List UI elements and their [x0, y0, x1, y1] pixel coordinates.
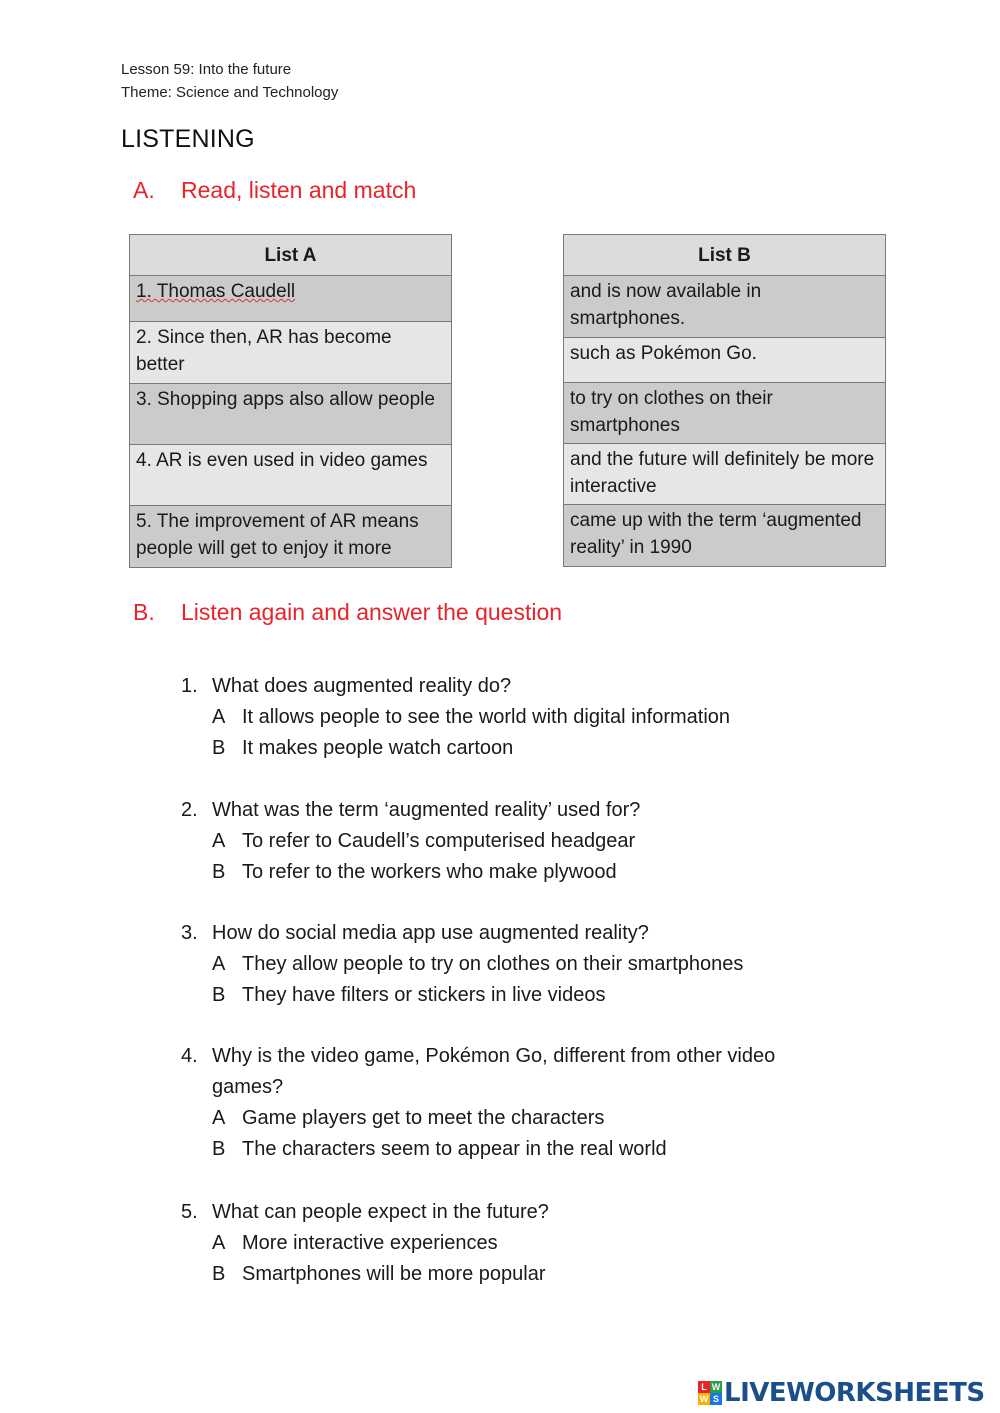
option-letter: B [212, 737, 226, 759]
list-a-item[interactable] [130, 276, 452, 322]
question-text: How do social media app use augmented reality? [212, 922, 649, 944]
option-letter: A [212, 1107, 226, 1129]
section-a-letter: A. [133, 177, 155, 203]
option-letter: A [212, 830, 226, 852]
option-letter: B [212, 861, 226, 883]
option-text: It allows people to see the world with digital information [242, 706, 731, 728]
question-1 [181, 671, 841, 764]
option-text: The characters seem to appear in the real world [242, 1138, 667, 1160]
option-letter: A [212, 706, 226, 728]
list-a-item[interactable]: 2. Since then, AR has become better [130, 322, 452, 384]
option-a[interactable] [212, 949, 841, 980]
list-a-item[interactable]: 3. Shopping apps also allow people [130, 384, 452, 445]
question-number: 2. [181, 799, 198, 821]
logo-mark-cell: W [711, 1382, 721, 1392]
question-4 [181, 1041, 841, 1165]
option-b[interactable] [212, 1134, 841, 1165]
question-text: What does augmented reality do? [212, 675, 512, 697]
section-b-letter: B. [133, 599, 155, 625]
list-b-item[interactable]: such as Pokémon Go. [564, 338, 886, 383]
option-text: It makes people watch cartoon [242, 737, 514, 759]
list-b-item[interactable]: came up with the term ‘augmented reality’ in 1990 [564, 505, 886, 567]
list-b-item[interactable]: and the future will definitely be more interactive [564, 444, 886, 505]
logo-mark-cell: L [698, 1381, 710, 1393]
lesson-theme: Theme: Science and Technology [121, 84, 339, 101]
option-text: To refer to Caudell’s computerised headgear [242, 830, 636, 852]
logo-mark-cell: W [699, 1394, 709, 1404]
list-a-header: List A [130, 235, 452, 276]
option-b[interactable] [212, 980, 841, 1011]
option-letter: A [212, 1232, 226, 1254]
option-letter: B [212, 984, 226, 1006]
liveworksheets-logo [698, 1378, 985, 1408]
option-letter: B [212, 1263, 226, 1285]
section-a-title: Read, listen and match [181, 177, 417, 203]
section-b-title: Listen again and answer the question [181, 599, 563, 625]
question-number: 5. [181, 1201, 198, 1223]
list-a-table [129, 234, 452, 568]
logo-mark-cell: S [710, 1393, 722, 1405]
question-5 [181, 1197, 841, 1290]
option-text: They have filters or stickers in live videos [242, 984, 606, 1006]
option-letter: B [212, 1138, 226, 1160]
list-b-header: List B [564, 235, 886, 276]
section-a-heading [133, 176, 416, 204]
section-b-heading [133, 598, 562, 626]
option-b[interactable] [212, 857, 841, 888]
list-a-item-text: 1. Thomas Caudell [136, 281, 296, 302]
option-b[interactable] [212, 733, 841, 764]
logo-text: LIVEWORKSHEETS [724, 1378, 985, 1408]
option-a[interactable] [212, 826, 841, 857]
option-letter: A [212, 953, 226, 975]
question-number: 3. [181, 922, 198, 944]
option-text: More interactive experiences [242, 1232, 498, 1254]
option-text: Game players get to meet the characters [242, 1107, 605, 1129]
option-text: Smartphones will be more popular [242, 1263, 546, 1285]
lesson-title: Lesson 59: Into the future [121, 61, 292, 78]
option-b[interactable] [212, 1259, 841, 1290]
section-title: LISTENING [121, 125, 255, 153]
question-text: Why is the video game, Pokémon Go, different from other video games? [212, 1045, 776, 1098]
list-b-item[interactable]: to try on clothes on their smartphones [564, 383, 886, 444]
option-a[interactable] [212, 702, 841, 733]
list-b-item[interactable]: and is now available in smartphones. [564, 276, 886, 338]
question-number: 4. [181, 1045, 198, 1067]
option-text: They allow people to try on clothes on their smartphones [242, 953, 744, 975]
option-text: To refer to the workers who make plywood [242, 861, 617, 883]
logo-mark-icon [698, 1381, 722, 1405]
question-2 [181, 795, 841, 888]
question-number: 1. [181, 675, 198, 697]
option-a[interactable] [212, 1103, 841, 1134]
list-b-table [563, 234, 886, 567]
list-a-item[interactable]: 5. The improvement of AR means people will get to enjoy it more [130, 506, 452, 568]
question-text: What was the term ‘augmented reality’ used for? [212, 799, 641, 821]
option-a[interactable] [212, 1228, 841, 1259]
question-text: What can people expect in the future? [212, 1201, 549, 1223]
list-a-item[interactable]: 4. AR is even used in video games [130, 445, 452, 506]
question-3 [181, 918, 841, 1011]
